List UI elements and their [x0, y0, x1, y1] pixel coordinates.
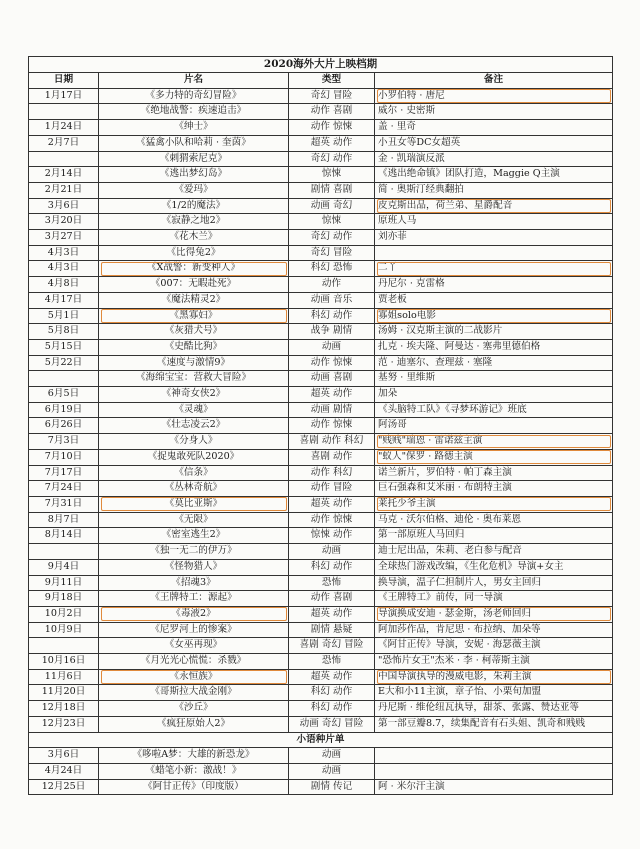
type-cell: 动画 喜剧 — [289, 371, 375, 387]
film-cell: 《哥斯拉大战金刚》 — [99, 685, 289, 701]
date-cell: 4月3日 — [29, 245, 99, 261]
schedule-sheet — [28, 56, 612, 795]
date-cell: 3月20日 — [29, 214, 99, 230]
date-cell: 1月24日 — [29, 120, 99, 136]
note-cell: 扎克 · 埃夫隆、阿曼达 · 塞弗里德伯格 — [375, 339, 613, 355]
note-cell: 全球热门游戏改编，《生化危机》导演+女主 — [375, 559, 613, 575]
type-cell: 科幻 动作 — [289, 701, 375, 717]
note-cell: 巨石强森和艾米丽 · 布朗特主演 — [375, 481, 613, 497]
type-cell: 恐怖 — [289, 654, 375, 670]
table-row — [29, 591, 613, 607]
film-cell: 《信条》 — [99, 465, 289, 481]
note-cell: 阿加莎作品，肯尼思 · 布拉纳、加朵等 — [375, 622, 613, 638]
film-cell: 《逃出梦幻岛》 — [99, 167, 289, 183]
note-cell: 金 · 凯瑞演反派 — [375, 151, 613, 167]
date-cell: 7月10日 — [29, 449, 99, 465]
table-row — [29, 669, 613, 685]
type-cell: 科幻 恐怖 — [289, 261, 375, 277]
film-cell: 《绅士》 — [99, 120, 289, 136]
date-cell: 5月1日 — [29, 308, 99, 324]
type-cell: 超英 动作 — [289, 496, 375, 512]
note-cell: E大和小11主演，章子怡、小栗旬加盟 — [375, 685, 613, 701]
film-cell: 《月光光心慌慌：杀戮》 — [99, 654, 289, 670]
note-cell: 刘亦菲 — [375, 230, 613, 246]
table-row — [29, 120, 613, 136]
type-cell: 动作 喜剧 — [289, 591, 375, 607]
type-cell: 喜剧 动作 科幻 — [289, 434, 375, 450]
date-cell: 4月3日 — [29, 261, 99, 277]
date-cell: 3月27日 — [29, 230, 99, 246]
table-row — [29, 481, 613, 497]
table-row — [29, 339, 613, 355]
type-cell: 超英 动作 — [289, 606, 375, 622]
film-cell: 《多力特的奇幻冒险》 — [99, 88, 289, 104]
table-row — [29, 748, 613, 764]
type-cell: 奇幻 动作 — [289, 151, 375, 167]
film-cell: 《女巫再现》 — [99, 638, 289, 654]
table-row — [29, 151, 613, 167]
film-cell: 《哆啦A梦：大雄的新恐龙》 — [99, 748, 289, 764]
date-cell: 7月24日 — [29, 481, 99, 497]
table-row — [29, 559, 613, 575]
film-cell: 《蜡笔小新：激战！》 — [99, 763, 289, 779]
film-cell: 《阿甘正传》（印度版） — [99, 779, 289, 795]
note-cell: 丹尼尔 · 克雷格 — [375, 277, 613, 293]
film-cell: 《沙丘》 — [99, 701, 289, 717]
film-cell: 《史酷比狗》 — [99, 339, 289, 355]
type-cell: 动画 音乐 — [289, 292, 375, 308]
film-cell: 《永恒族》 — [99, 669, 289, 685]
table-row — [29, 135, 613, 151]
film-cell: 《X战警：新变种人》 — [99, 261, 289, 277]
type-cell: 剧情 喜剧 — [289, 182, 375, 198]
note-cell: 阿 · 米尔汗主演 — [375, 779, 613, 795]
header-row — [29, 73, 613, 89]
date-cell — [29, 151, 99, 167]
note-cell: 寡姐solo电影 — [375, 308, 613, 324]
type-cell: 恐怖 — [289, 575, 375, 591]
date-cell: 2月21日 — [29, 182, 99, 198]
table-row — [29, 104, 613, 120]
header-date: 日期 — [29, 73, 99, 89]
note-cell: 贾老板 — [375, 292, 613, 308]
table-row — [29, 528, 613, 544]
note-cell — [375, 748, 613, 764]
type-cell: 奇幻 冒险 — [289, 88, 375, 104]
film-cell: 《黑寡妇》 — [99, 308, 289, 324]
type-cell: 奇幻 动作 — [289, 230, 375, 246]
type-cell: 动作 惊悚 — [289, 512, 375, 528]
film-cell: 《密室逃生2》 — [99, 528, 289, 544]
type-cell: 动画 — [289, 339, 375, 355]
film-cell: 《壮志凌云2》 — [99, 418, 289, 434]
type-cell: 动画 — [289, 544, 375, 560]
table-row — [29, 402, 613, 418]
film-cell: 《刺猬索尼克》 — [99, 151, 289, 167]
section-title: 小语种片单 — [29, 732, 613, 748]
note-cell: 《王牌特工》前传，同一导演 — [375, 591, 613, 607]
date-cell: 11月20日 — [29, 685, 99, 701]
note-cell: 丹尼斯 · 维伦纽瓦执导，甜茶、张露、赞达亚等 — [375, 701, 613, 717]
table-row — [29, 685, 613, 701]
table-row — [29, 371, 613, 387]
film-cell: 《1/2的魔法》 — [99, 198, 289, 214]
note-cell — [375, 245, 613, 261]
type-cell: 动作 惊悚 — [289, 418, 375, 434]
table-row — [29, 779, 613, 795]
type-cell: 动作 惊悚 — [289, 120, 375, 136]
table-row — [29, 638, 613, 654]
film-cell: 《王牌特工：源起》 — [99, 591, 289, 607]
title-row — [29, 57, 613, 73]
table-row — [29, 465, 613, 481]
table-row — [29, 167, 613, 183]
date-cell: 12月18日 — [29, 701, 99, 717]
film-cell: 《灰猎犬号》 — [99, 324, 289, 340]
date-cell — [29, 371, 99, 387]
film-cell: 《速度与激情9》 — [99, 355, 289, 371]
date-cell: 8月14日 — [29, 528, 99, 544]
note-cell: 基努 · 里维斯 — [375, 371, 613, 387]
table-row — [29, 214, 613, 230]
film-cell: 《绝地战警：疾速追击》 — [99, 104, 289, 120]
table-row — [29, 308, 613, 324]
table-row — [29, 496, 613, 512]
note-cell: 马克 · 沃尔伯格、迪伦 · 奥布莱恩 — [375, 512, 613, 528]
note-cell: 威尔 · 史密斯 — [375, 104, 613, 120]
note-cell: 换导演，温子仁担制片人，男女主回归 — [375, 575, 613, 591]
film-cell: 《怪物猎人》 — [99, 559, 289, 575]
film-cell: 《疯狂原始人2》 — [99, 716, 289, 732]
note-cell: 莱托少爷主演 — [375, 496, 613, 512]
film-cell: 《无限》 — [99, 512, 289, 528]
note-cell: 范 · 迪塞尔、查理兹 · 塞隆 — [375, 355, 613, 371]
date-cell: 1月17日 — [29, 88, 99, 104]
type-cell: 动画 奇幻 冒险 — [289, 716, 375, 732]
film-cell: 《寂静之地2》 — [99, 214, 289, 230]
page-title: 2020海外大片上映档期 — [29, 57, 613, 73]
table-row — [29, 230, 613, 246]
film-cell: 《神奇女侠2》 — [99, 387, 289, 403]
date-cell: 7月17日 — [29, 465, 99, 481]
date-cell — [29, 104, 99, 120]
film-cell: 《丛林奇航》 — [99, 481, 289, 497]
table-row — [29, 544, 613, 560]
note-cell: 小丑女等DC女超英 — [375, 135, 613, 151]
note-cell: "蚁人"保罗 · 路德主演 — [375, 449, 613, 465]
type-cell: 惊悚 — [289, 214, 375, 230]
film-cell: 《爱玛》 — [99, 182, 289, 198]
table-row — [29, 575, 613, 591]
table-row — [29, 198, 613, 214]
film-cell: 《尼罗河上的惨案》 — [99, 622, 289, 638]
note-cell: 皮克斯出品，荷兰弟、星爵配音 — [375, 198, 613, 214]
table-row — [29, 182, 613, 198]
date-cell: 10月16日 — [29, 654, 99, 670]
type-cell: 超英 动作 — [289, 669, 375, 685]
table-row — [29, 324, 613, 340]
table-row — [29, 355, 613, 371]
date-cell: 9月18日 — [29, 591, 99, 607]
type-cell: 战争 剧情 — [289, 324, 375, 340]
date-cell: 6月19日 — [29, 402, 99, 418]
film-cell: 《猛禽小队和哈莉 · 奎茵》 — [99, 135, 289, 151]
schedule-table — [28, 56, 613, 795]
film-cell: 《招魂3》 — [99, 575, 289, 591]
table-row — [29, 387, 613, 403]
note-cell: 《头脑特工队》《寻梦环游记》班底 — [375, 402, 613, 418]
type-cell: 超英 动作 — [289, 135, 375, 151]
table-row — [29, 292, 613, 308]
type-cell: 惊悚 — [289, 167, 375, 183]
note-cell: 盖 · 里奇 — [375, 120, 613, 136]
date-cell: 2月14日 — [29, 167, 99, 183]
film-cell: 《分身人》 — [99, 434, 289, 450]
type-cell: 奇幻 冒险 — [289, 245, 375, 261]
table-row — [29, 449, 613, 465]
type-cell: 剧情 传记 — [289, 779, 375, 795]
type-cell: 动作 惊悚 — [289, 355, 375, 371]
table-row — [29, 654, 613, 670]
date-cell: 12月23日 — [29, 716, 99, 732]
type-cell: 动作 科幻 — [289, 465, 375, 481]
date-cell — [29, 544, 99, 560]
date-cell: 11月6日 — [29, 669, 99, 685]
date-cell: 6月26日 — [29, 418, 99, 434]
type-cell: 动画 — [289, 763, 375, 779]
date-cell: 5月22日 — [29, 355, 99, 371]
type-cell: 动画 奇幻 — [289, 198, 375, 214]
type-cell: 动画 剧情 — [289, 402, 375, 418]
note-cell: 原班人马 — [375, 214, 613, 230]
table-row — [29, 434, 613, 450]
film-cell: 《独一无二的伊万》 — [99, 544, 289, 560]
type-cell: 科幻 动作 — [289, 685, 375, 701]
note-cell: "恐怖片女王"杰米 · 李 · 柯蒂斯主演 — [375, 654, 613, 670]
table-row — [29, 716, 613, 732]
date-cell: 6月5日 — [29, 387, 99, 403]
note-cell: 第一部豆瓣8.7，续集配音有石头姐、凯奇和贱贱 — [375, 716, 613, 732]
note-cell: 导演换成安迪 · 瑟金斯，汤老师回归 — [375, 606, 613, 622]
type-cell: 科幻 动作 — [289, 559, 375, 575]
date-cell: 5月15日 — [29, 339, 99, 355]
type-cell: 动作 冒险 — [289, 481, 375, 497]
table-row — [29, 763, 613, 779]
note-cell: 诺兰新片，罗伯特 · 帕丁森主演 — [375, 465, 613, 481]
film-cell: 《花木兰》 — [99, 230, 289, 246]
date-cell: 4月8日 — [29, 277, 99, 293]
note-cell: 第一部原班人马回归 — [375, 528, 613, 544]
date-cell: 10月9日 — [29, 622, 99, 638]
header-note: 备注 — [375, 73, 613, 89]
note-cell: 中国导演执导的漫威电影，朱莉主演 — [375, 669, 613, 685]
note-cell: 加朵 — [375, 387, 613, 403]
section-row — [29, 732, 613, 748]
film-cell: 《莫比亚斯》 — [99, 496, 289, 512]
date-cell: 5月8日 — [29, 324, 99, 340]
note-cell — [375, 763, 613, 779]
note-cell: 迪士尼出品，朱莉、老白参与配音 — [375, 544, 613, 560]
date-cell: 3月6日 — [29, 748, 99, 764]
type-cell: 喜剧 动作 — [289, 449, 375, 465]
note-cell: 汤姆 · 汉克斯主演的二战影片 — [375, 324, 613, 340]
type-cell: 动作 — [289, 277, 375, 293]
table-row — [29, 245, 613, 261]
table-row — [29, 261, 613, 277]
film-cell: 《007：无暇赴死》 — [99, 277, 289, 293]
date-cell: 7月31日 — [29, 496, 99, 512]
table-row — [29, 418, 613, 434]
film-cell: 《捉鬼敢死队2020》 — [99, 449, 289, 465]
table-row — [29, 512, 613, 528]
date-cell: 4月17日 — [29, 292, 99, 308]
film-cell: 《海绵宝宝：营救大冒险》 — [99, 371, 289, 387]
date-cell: 10月2日 — [29, 606, 99, 622]
date-cell: 12月25日 — [29, 779, 99, 795]
date-cell: 2月7日 — [29, 135, 99, 151]
table-row — [29, 701, 613, 717]
date-cell: 8月7日 — [29, 512, 99, 528]
table-row — [29, 622, 613, 638]
type-cell: 超英 动作 — [289, 387, 375, 403]
note-cell: 二丫 — [375, 261, 613, 277]
note-cell: "贱贱"瑞恩 · 雷诺兹主演 — [375, 434, 613, 450]
film-cell: 《灵魂》 — [99, 402, 289, 418]
date-cell: 9月4日 — [29, 559, 99, 575]
header-type: 类型 — [289, 73, 375, 89]
note-cell: 小罗伯特 · 唐尼 — [375, 88, 613, 104]
note-cell: 简 · 奥斯汀经典翻拍 — [375, 182, 613, 198]
date-cell: 7月3日 — [29, 434, 99, 450]
note-cell: 《逃出绝命镇》团队打造，Maggie Q主演 — [375, 167, 613, 183]
type-cell: 动作 喜剧 — [289, 104, 375, 120]
header-film: 片名 — [99, 73, 289, 89]
date-cell — [29, 638, 99, 654]
type-cell: 动画 — [289, 748, 375, 764]
table-row — [29, 606, 613, 622]
type-cell: 喜剧 奇幻 冒险 — [289, 638, 375, 654]
date-cell: 4月24日 — [29, 763, 99, 779]
type-cell: 科幻 动作 — [289, 308, 375, 324]
table-row — [29, 277, 613, 293]
type-cell: 剧情 悬疑 — [289, 622, 375, 638]
film-cell: 《魔法精灵2》 — [99, 292, 289, 308]
date-cell: 9月11日 — [29, 575, 99, 591]
film-cell: 《毒液2》 — [99, 606, 289, 622]
date-cell: 3月6日 — [29, 198, 99, 214]
note-cell: 阿汤哥 — [375, 418, 613, 434]
film-cell: 《比得兔2》 — [99, 245, 289, 261]
type-cell: 惊悚 动作 — [289, 528, 375, 544]
note-cell: 《阿甘正传》导演，安妮 · 海瑟薇主演 — [375, 638, 613, 654]
table-row — [29, 88, 613, 104]
